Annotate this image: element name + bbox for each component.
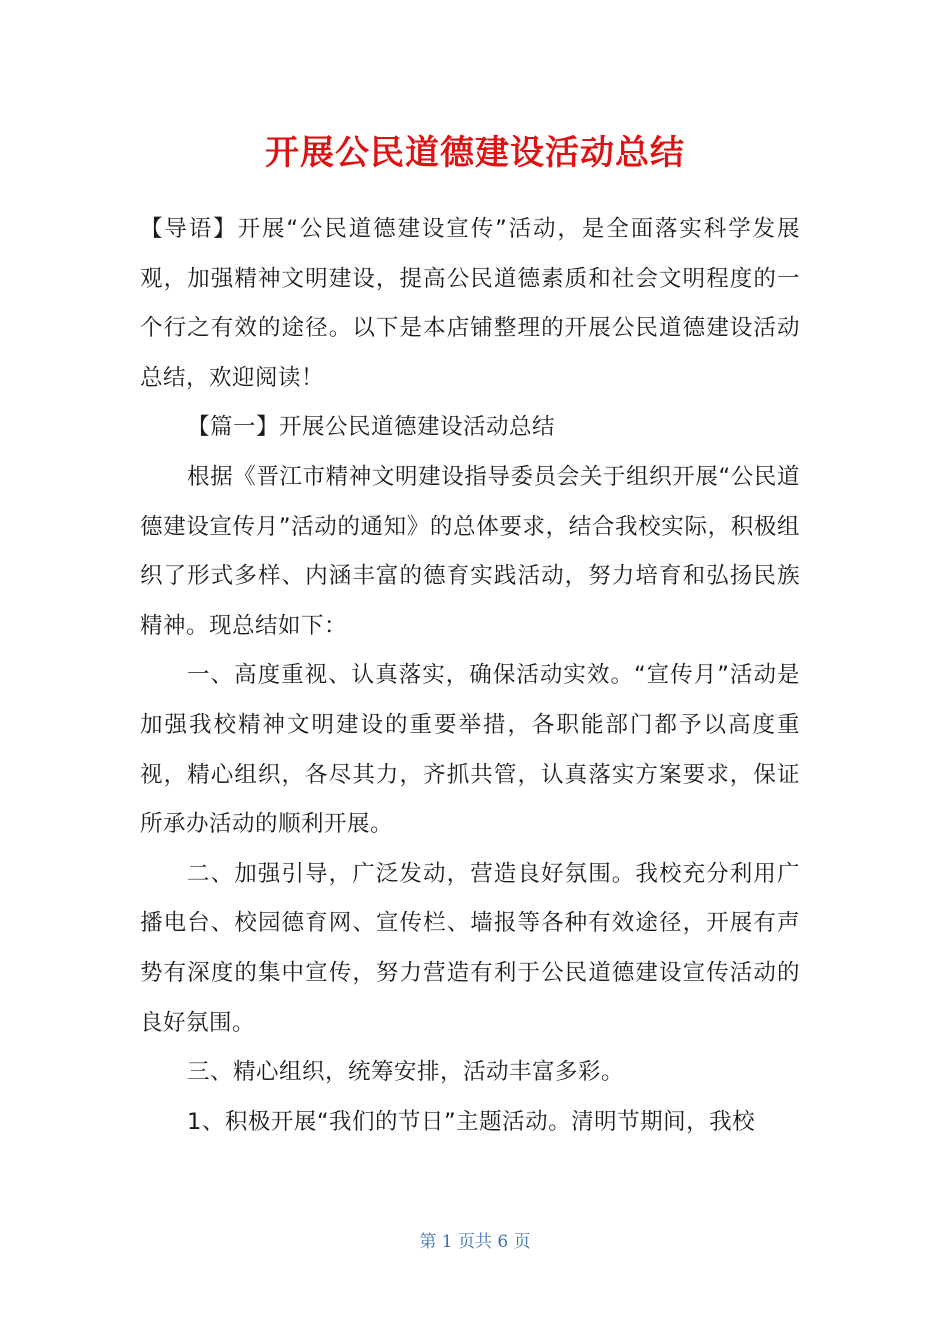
body-paragraph: 根据《晋江市精神文明建设指导委员会关于组织开展“公民道德建设宣传月”活动的通知》的总体要求，结合我校实际，积极组织了形式多样、内涵丰富的德育实践活动，努力培育和弘扬民族精神。现总结如下：: [140, 463, 800, 639]
intro-paragraph: 【导语】开展“公民道德建设宣传”活动，是全面落实科学发展观，加强精神文明建设，提高公民道德素质和社会文明程度的一个行之有效的途径。以下是本店铺整理的开展公民道德建设活动总结，欢迎阅读！: [140, 216, 800, 391]
body-paragraph: 一、高度重视、认真落实，确保活动实效。“宣传月”活动是加强我校精神文明建设的重要举措，各职能部门都予以高度重视，精心组织，各尽其力，齐抓共管，认真落实方案要求，保证所承办活动的顺利开展。: [140, 662, 800, 838]
document-body: [140, 205, 800, 1147]
body-paragraph: 1、积极开展“我们的节日”主题活动。清明节期间，我校: [187, 1108, 756, 1135]
section-heading: 【篇一】开展公民道德建设活动总结: [187, 414, 556, 441]
document-title: 开展公民道德建设活动总结: [265, 133, 685, 173]
body-paragraph: 三、精心组织，统筹安排，活动丰富多彩。: [187, 1059, 625, 1086]
page-number-footer: 第 1 页共 6 页: [419, 1232, 531, 1252]
body-paragraph: 二、加强引导，广泛发动，营造良好氛围。我校充分利用广播电台、校园德育网、宣传栏、墙报等各种有效途径，开展有声势有深度的集中宣传，努力营造有利于公民道德建设宣传活动的良好氛围。: [140, 860, 800, 1036]
